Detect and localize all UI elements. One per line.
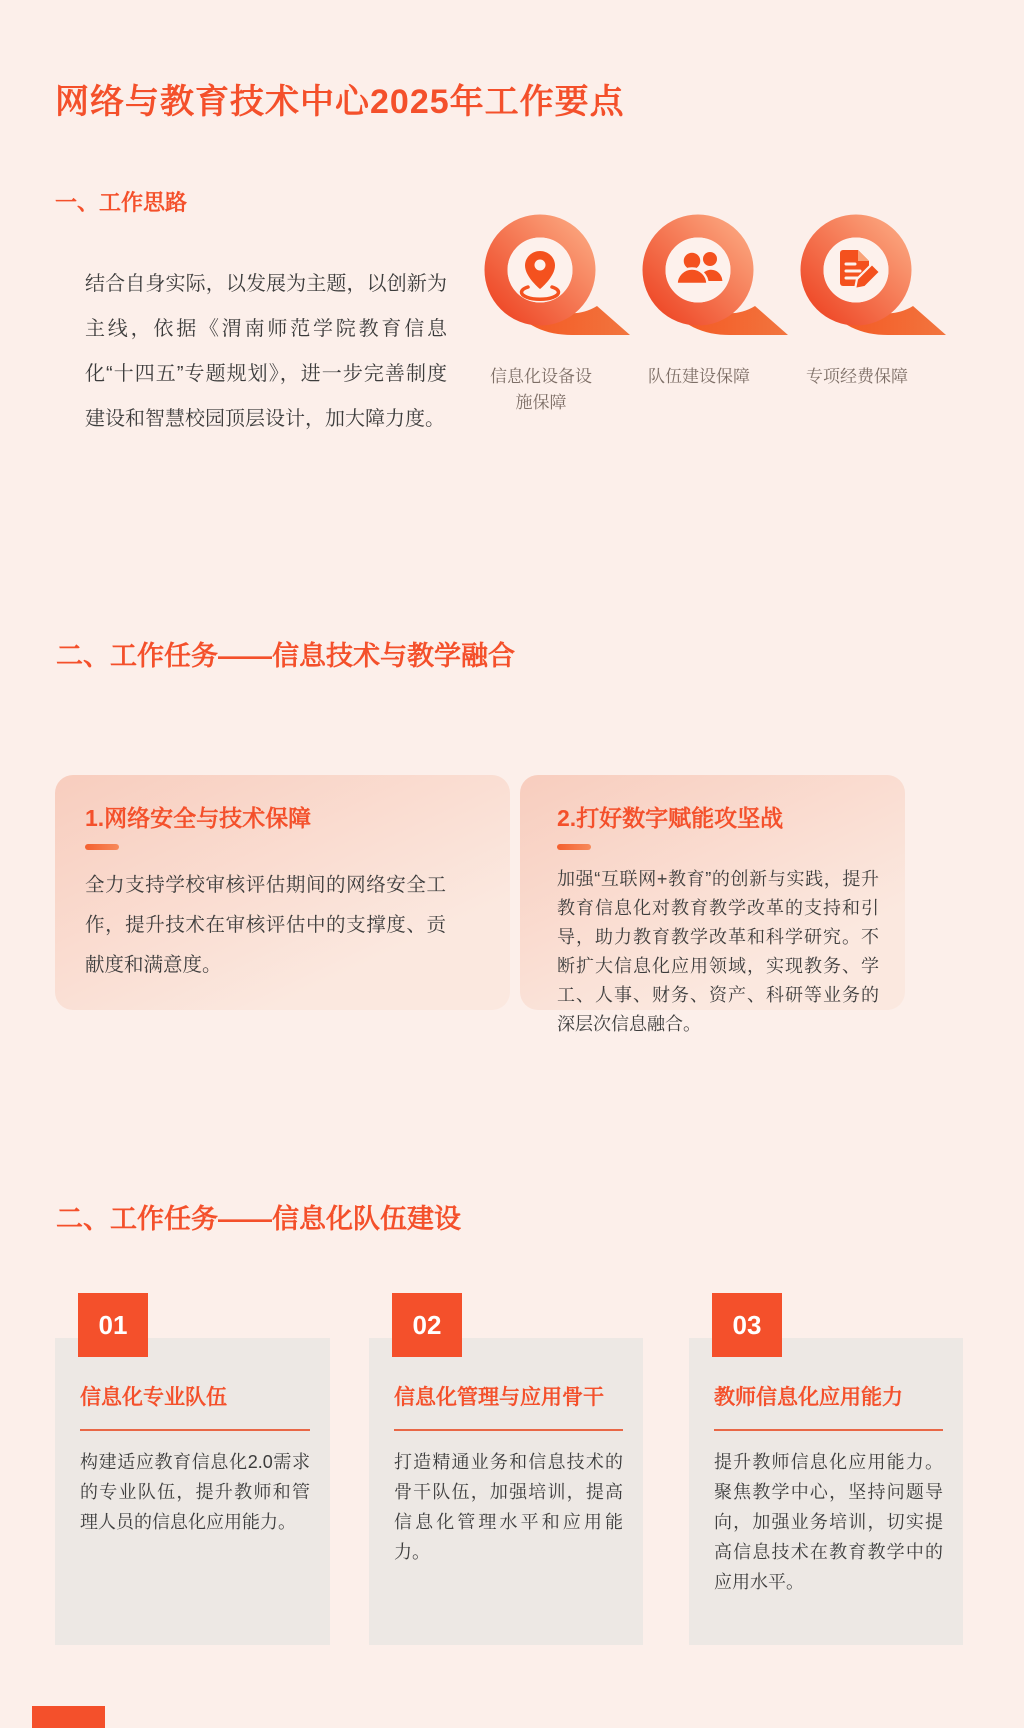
- guarantee-item-facilities: [462, 214, 620, 416]
- team-card-professional-team: [55, 1309, 330, 1645]
- guarantee-icon-row: [462, 214, 942, 416]
- card-body: 打造精通业务和信息技术的骨干队伍，加强培训，提高信息化管理水平和应用能力。: [394, 1452, 623, 1562]
- guarantee-label: 专项经费保障: [806, 367, 908, 386]
- section3-heading: 二、工作任务——信息化队伍建设: [56, 1204, 461, 1234]
- guarantee-label: 信息化设备设施保障: [490, 367, 592, 412]
- card-number-badge: 03: [712, 1293, 782, 1357]
- card-body: 加强“互联网+教育”的创新与实践，提升教育信息化对教育教学改革的支持和引导，助力教育教学改革和科学研究。不断扩大信息化应用领域，实现教务、学工、人事、财务、资产、科研等业务的深层次信息融合。: [557, 869, 879, 1034]
- fusion-card-digital-empowerment: [520, 775, 905, 1034]
- section2-heading: 二、工作任务——信息技术与教学融合: [56, 641, 515, 671]
- people-icon: [640, 214, 790, 352]
- title-dash-decoration: [557, 844, 591, 850]
- card-title: 信息化专业队伍: [80, 1386, 227, 1409]
- card-body: 构建适应教育信息化2.0需求的专业队伍，提升教师和管理人员的信息化应用能力。: [80, 1452, 310, 1532]
- title-divider: [714, 1429, 943, 1431]
- guarantee-item-team: [620, 214, 778, 416]
- page-title: 网络与教育技术中心2025年工作要点: [55, 83, 625, 121]
- card-title: 教师信息化应用能力: [714, 1386, 903, 1409]
- fusion-card-network-security: [55, 775, 510, 1010]
- location-pin-icon: [482, 214, 632, 352]
- guarantee-item-funding: [778, 214, 936, 416]
- guarantee-label: 队伍建设保障: [648, 367, 750, 386]
- card-number-badge: 01: [78, 1293, 148, 1357]
- team-card-management-backbone: [369, 1309, 643, 1645]
- card-title: 1.网络安全与技术保障: [85, 805, 312, 831]
- card-number-badge: 02: [392, 1293, 462, 1357]
- title-divider: [80, 1429, 310, 1431]
- footer-accent-bar: [32, 1706, 105, 1728]
- intro-paragraph: 结合自身实际，以发展为主题，以创新为主线，依据《渭南师范学院教育信息化“十四五”专题规划》，进一步完善制度建设和智慧校园顶层设计，加大障力度。: [85, 273, 447, 430]
- card-body: 全力支持学校审核评估期间的网络安全工作，提升技术在审核评估中的支撑度、贡献度和满意度。: [85, 874, 446, 976]
- card-title: 2.打好数字赋能攻坚战: [557, 805, 784, 831]
- card-body: 提升教师信息化应用能力。聚焦教学中心，坚持问题导向，加强业务培训，切实提高信息技术在教育教学中的应用水平。: [714, 1452, 943, 1592]
- document-edit-icon: [798, 214, 948, 352]
- title-dash-decoration: [85, 844, 119, 850]
- card-title: 信息化管理与应用骨干: [394, 1386, 604, 1409]
- section1-heading: 一、工作思路: [55, 190, 188, 215]
- title-divider: [394, 1429, 623, 1431]
- team-card-teacher-ability: [689, 1309, 963, 1645]
